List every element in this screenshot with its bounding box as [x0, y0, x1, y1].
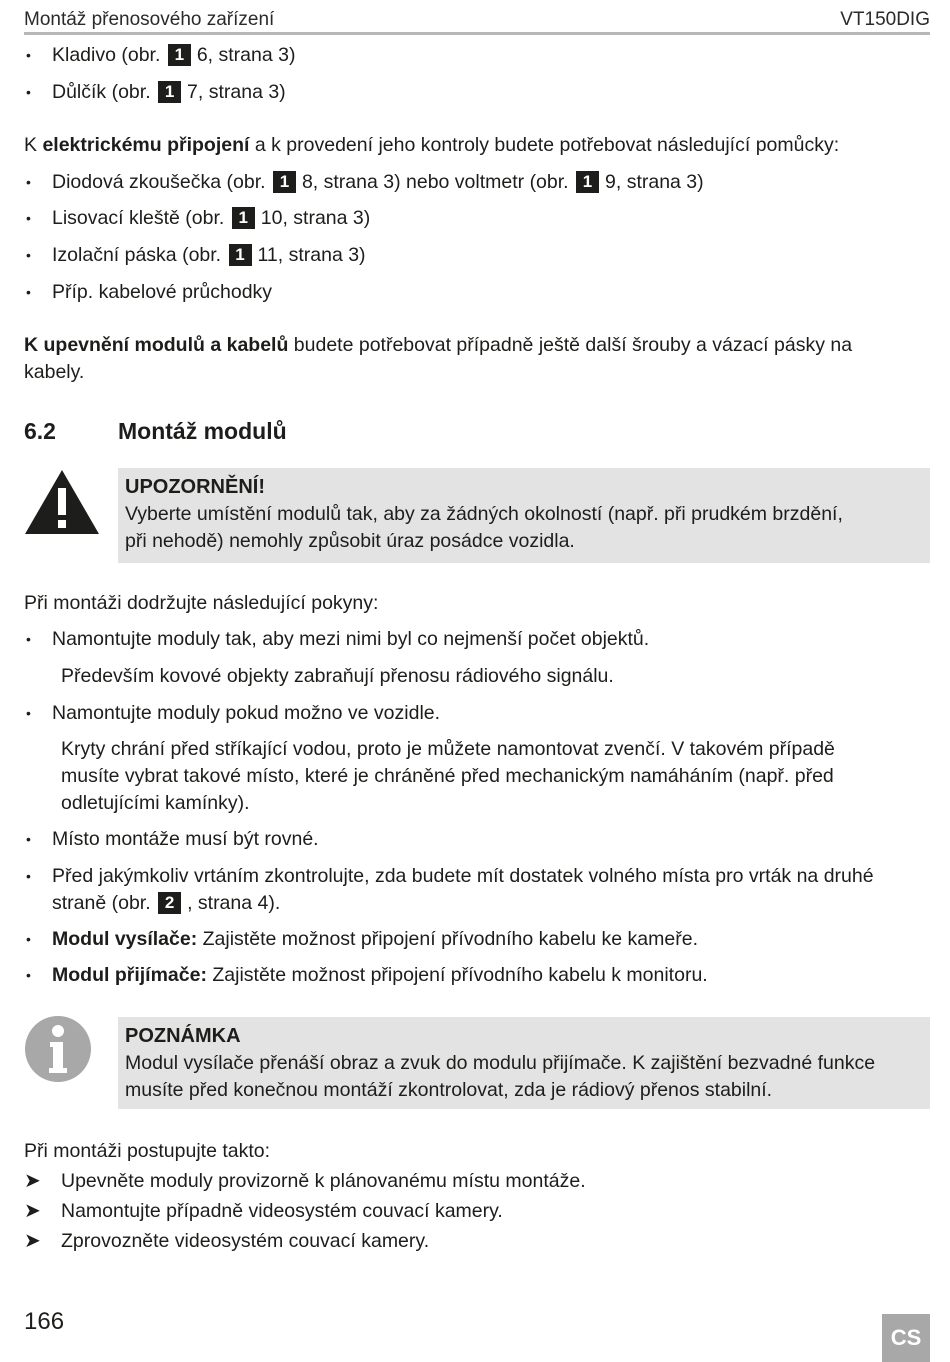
note-line: musíte před konečnou montáží zkontrolovat, zda je rádiový přenos stabilní. — [125, 1079, 773, 1101]
list-item-detail: Především kovové objekty zabraňují přenosu rádiového signálu. — [61, 665, 614, 687]
note-title: POZNÁMKA — [125, 1025, 241, 1047]
procedure-intro: Při montáži postupujte takto: — [24, 1140, 271, 1162]
bullet-dot: • — [26, 631, 31, 647]
arrow-right-icon: ➤ — [24, 1230, 41, 1252]
language-badge: CS — [882, 1314, 930, 1362]
page-header — [24, 6, 930, 35]
bullet-dot: • — [26, 705, 31, 721]
bullet-dot: • — [26, 247, 31, 263]
info-icon — [24, 1015, 92, 1091]
arrow-right-icon: ➤ — [24, 1170, 41, 1192]
bullet-dot: • — [26, 284, 31, 300]
warning-box — [118, 468, 930, 563]
figure-badge: 1 — [576, 171, 599, 193]
header-chapter: Montáž přenosového zařízení — [24, 9, 275, 30]
note-line: Modul vysílače přenáší obraz a zvuk do modulu přijímače. K zajištění bezvadné funkce — [125, 1052, 876, 1074]
instructions-intro: Při montáži dodržujte následující pokyny: — [24, 592, 379, 614]
bullet-dot: • — [26, 84, 31, 100]
bullet-dot: • — [26, 210, 31, 226]
bullet-dot: • — [26, 47, 31, 63]
fixing-paragraph: K upevnění modulů a kabelů budete potřebovat případně ještě další šrouby a vázací pásky na kabely. — [24, 334, 853, 383]
warning-line: při nehodě) nemohly způsobit úraz posádce vozidla. — [125, 530, 575, 552]
bullet-dot: • — [26, 931, 31, 947]
bullet-dot: • — [26, 174, 31, 190]
page-number: 166 — [24, 1308, 65, 1335]
figure-badge: 2 — [158, 892, 181, 914]
figure-badge: 1 — [168, 44, 191, 66]
figure-badge: 1 — [158, 81, 181, 103]
bullet-dot: • — [26, 831, 31, 847]
bullet-dot: • — [26, 868, 31, 884]
section-title: Montáž modulů — [118, 418, 287, 444]
note-box — [118, 1017, 930, 1109]
figure-badge: 1 — [229, 244, 252, 266]
arrow-right-icon: ➤ — [24, 1200, 41, 1222]
warning-triangle-icon — [24, 468, 100, 544]
list-item-detail: Kryty chrání před stříkající vodou, proto je můžete namontovat zvenčí. V takovém případě musíte vybrat takové místo, které je chráněné před mechanickým namáháním (např. před odletujícími kamínky). — [61, 738, 835, 814]
warning-line: Vyberte umístění modulů tak, aby za žádných okolností (např. při prudkém brzdění, — [125, 503, 843, 525]
section-number: 6.2 — [24, 418, 56, 444]
figure-badge: 1 — [232, 207, 255, 229]
header-model: VT150DIG — [840, 9, 930, 30]
bullet-dot: • — [26, 967, 31, 983]
figure-badge: 1 — [273, 171, 296, 193]
electrical-intro: K elektrickému připojení a k provedení jeho kontroly budete potřebovat následující pomůcky: — [24, 134, 840, 156]
warning-title: UPOZORNĚNÍ! — [125, 476, 265, 498]
